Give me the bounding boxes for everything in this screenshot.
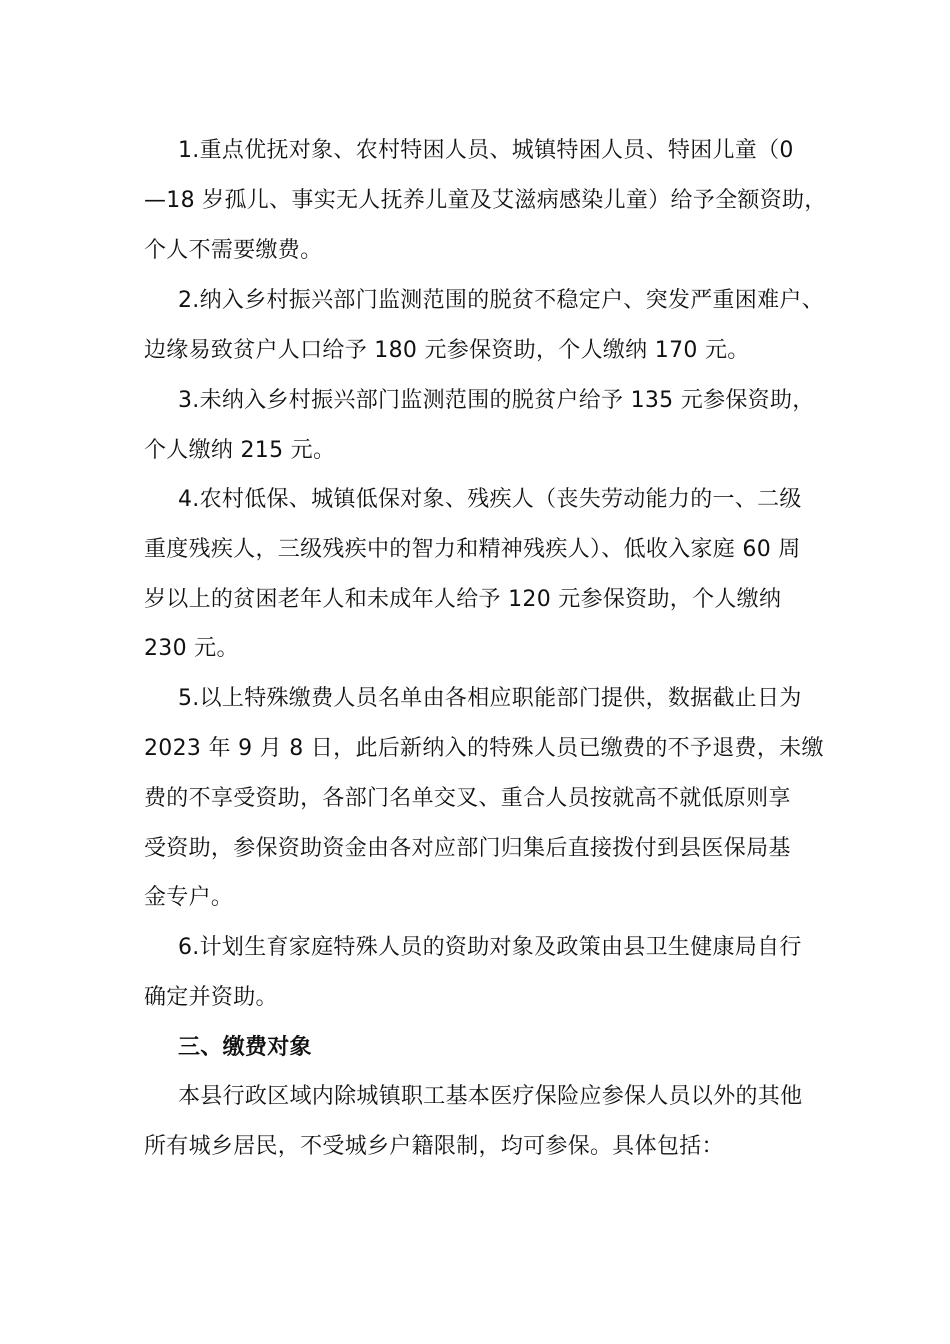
item-4-line-3: 岁以上的贫困老年人和未成年人给予 120 元参保资助，个人缴纳 (144, 587, 782, 612)
item-4-line-2: 重度残疾人，三级残疾中的智力和精神残疾人）、低收入家庭 60 周 (144, 537, 801, 562)
item-1-line-1: 1.重点优抚对象、农村特困人员、城镇特困人员、特困儿童（0 (178, 138, 794, 163)
section-paragraph-line-2: 所有城乡居民，不受城乡户籍限制，均可参保。具体包括： (144, 1134, 724, 1159)
item-2-line-1: 2.纳入乡村振兴部门监测范围的脱贫不稳定户、突发严重困难户、 (178, 288, 824, 313)
item-6-line-1: 6.计划生育家庭特殊人员的资助对象及政策由县卫生健康局自行 (178, 935, 802, 960)
item-5-line-3: 费的不享受资助，各部门名单交叉、重合人员按就高不就低原则享 (144, 786, 791, 811)
item-4-line-1: 4.农村低保、城镇低保对象、残疾人（丧失劳动能力的一、二级 (178, 487, 802, 512)
item-6-line-2: 确定并资助。 (144, 985, 278, 1010)
item-1-line-3: 个人不需要缴费。 (144, 238, 323, 263)
section-paragraph-line-1: 本县行政区域内除城镇职工基本医疗保险应参保人员以外的其他 (178, 1084, 803, 1109)
item-3-line-1: 3.未纳入乡村振兴部门监测范围的脱贫户给予 135 元参保资助， (178, 388, 815, 413)
item-1-line-2: —18 岁孤儿、事实无人抚养儿童及艾滋病感染儿童）给予全额资助， (144, 188, 827, 213)
item-5-line-5: 金专户。 (144, 885, 234, 910)
item-5-line-1: 5.以上特殊缴费人员名单由各相应职能部门提供，数据截止日为 (178, 686, 802, 711)
item-2-line-2: 边缘易致贫户人口给予 180 元参保资助，个人缴纳 170 元。 (144, 338, 750, 363)
item-3-line-2: 个人缴纳 215 元。 (144, 438, 336, 463)
item-5-line-4: 受资助，参保资助资金由各对应部门归集后直接拨付到县医保局基 (144, 836, 791, 861)
item-5-line-2: 2023 年 9 月 8 日，此后新纳入的特殊人员已缴费的不予退费，未缴 (144, 736, 824, 761)
section-heading: 三、缴费对象 (178, 1035, 312, 1060)
item-4-line-4: 230 元。 (144, 636, 239, 661)
